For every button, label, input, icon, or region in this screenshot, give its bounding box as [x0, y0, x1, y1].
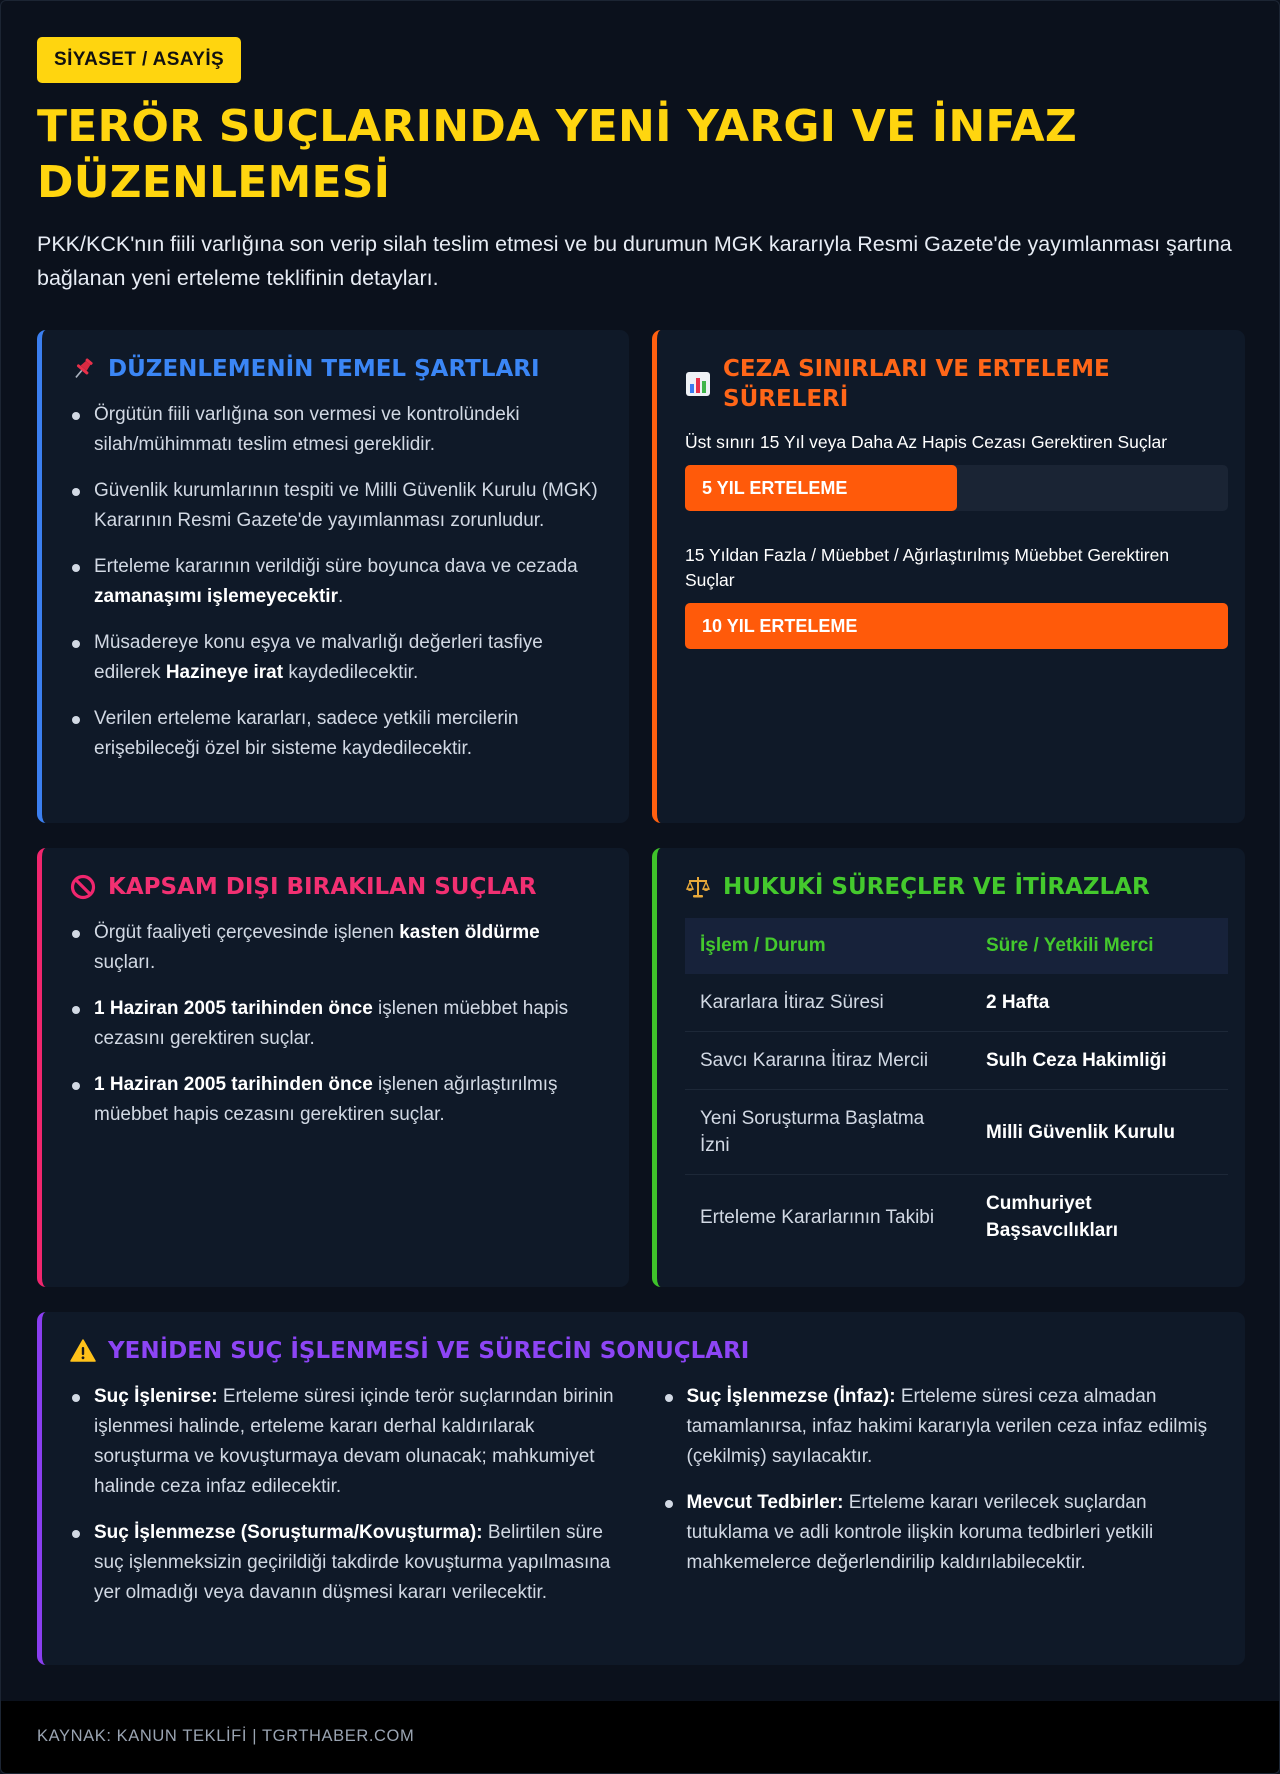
page-subtitle: PKK/KCK'nın fiili varlığına son verip silah teslim etmesi ve bu durumun MGK kararıyla Resmi Gazete'de yayımlanması şartına bağlanan yeni erteleme teklifinin detayları.	[37, 232, 1232, 290]
item-text: Erteleme süresi içinde terör suçlarından birinin işlenmesi halinde, erteleme kararı derhal kaldırılarak soruşturma ve kovuşturmaya devam olunacak; mahkumiyet halinde ceza infaz edilecektir.	[94, 1386, 614, 1497]
bar-chart-icon	[685, 371, 711, 397]
penalties-title-text: CEZA SINIRLARI VE ERTELEME SÜRELERİ	[723, 356, 1110, 412]
emphasis-text: 1 Haziran 2005 tarihinden önce	[94, 998, 373, 1019]
list-item	[70, 704, 599, 764]
list-item	[70, 400, 599, 460]
emphasis-text: Suç İşlenmezse (Soruşturma/Kovuşturma):	[94, 1522, 483, 1543]
warning-icon	[70, 1338, 96, 1364]
emphasis-text: kasten öldürme	[399, 922, 540, 943]
prohibited-icon	[70, 874, 96, 900]
excluded-list	[70, 918, 599, 1130]
conditions-card-title	[70, 354, 599, 384]
consequences-columns	[70, 1382, 1215, 1624]
emphasis-text: Mevcut Tedbirler:	[686, 1492, 844, 1513]
legal-table-header	[685, 918, 1228, 974]
excluded-card-title	[70, 872, 599, 902]
consequences-title-text: YENİDEN SUÇ İŞLENMESİ VE SÜRECİN SONUÇLARI	[108, 1338, 750, 1364]
penalties-card	[652, 330, 1245, 823]
penalty-bar-fill: 10 YIL ERTELEME	[685, 603, 1228, 649]
item-text: Müsadereye konu eşya ve malvarlığı değerleri tasfiye edilerek	[94, 632, 543, 683]
table-cell: Yeni Soruşturma Başlatma İzni	[685, 1090, 971, 1175]
list-item	[70, 552, 599, 612]
item-text: işlenen ağırlaştırılmış müebbet hapis cezasını gerektiren suçlar.	[94, 1074, 558, 1125]
list-item	[70, 918, 599, 978]
pushpin-icon	[70, 356, 96, 382]
item-text: Örgütün fiili varlığına son vermesi ve kontrolündeki silah/mühimmatı teslim etmesi gereklidir.	[94, 404, 520, 455]
page-title: TERÖR SUÇLARINDA YENİ YARGI VE İNFAZ DÜZENLEMESİ	[37, 101, 1077, 208]
item-text: Erteleme süresi ceza almadan tamamlanırsa, infaz hakimi kararıyla verilen ceza infaz edilmiş (çekilmiş) sayılacaktır.	[686, 1386, 1208, 1467]
table-row	[685, 1175, 1228, 1260]
table-cell: 2 Hafta	[971, 974, 1228, 1032]
item-text: Belirtilen süre suç işlenmeksizin geçirildiği takdirde kovuşturma yapılmasına yer olmadığı veya davanın düşmesi kararı verilecektir.	[94, 1522, 611, 1603]
emphasis-text: Suç İşlenmezse (İnfaz):	[686, 1386, 896, 1407]
emphasis-text: 1 Haziran 2005 tarihinden önce	[94, 1074, 373, 1095]
item-text: .	[338, 586, 344, 607]
conditions-list	[70, 400, 599, 764]
penalty-range-1	[685, 430, 1215, 511]
legal-card	[652, 848, 1245, 1287]
footer	[1, 1701, 1280, 1774]
item-text: suçları.	[94, 952, 156, 973]
item-text: Verilen erteleme kararları, sadece yetkili mercilerin erişebileceği özel bir sisteme kaydedilecektir.	[94, 708, 519, 759]
legal-title-text: HUKUKİ SÜREÇLER VE İTİRAZLAR	[723, 874, 1150, 900]
consequences-list-left	[70, 1382, 623, 1624]
penalty-bar-fill: 5 YIL ERTELEME	[685, 465, 957, 511]
column-header: Süre / Yetkili Merci	[971, 918, 1228, 974]
penalty-range-2	[685, 543, 1215, 649]
item-text: kaydedilecektir.	[283, 662, 419, 683]
list-item	[663, 1382, 1216, 1472]
list-item	[663, 1488, 1216, 1578]
table-cell: Savcı Kararına İtiraz Mercii	[685, 1032, 971, 1090]
conditions-title-text: DÜZENLEMENİN TEMEL ŞARTLARI	[108, 356, 540, 382]
penalties-card-title	[685, 354, 1215, 414]
list-item	[70, 628, 599, 688]
table-cell: Milli Güvenlik Kurulu	[971, 1090, 1228, 1175]
table-cell: Erteleme Kararlarının Takibi	[700, 1206, 935, 1228]
legal-table	[685, 918, 1228, 1259]
scales-icon	[685, 874, 711, 900]
list-item	[70, 476, 599, 536]
penalty-range-label: Üst sınırı 15 Yıl veya Daha Az Hapis Cezası Gerektiren Suçlar	[685, 432, 1168, 452]
consequences-card-title	[70, 1336, 1215, 1366]
item-text: Güvenlik kurumlarının tespiti ve Milli Güvenlik Kurulu (MGK) Kararının Resmi Gazete'de yayımlanması zorunludur.	[94, 480, 598, 531]
item-text: Örgüt faaliyeti çerçevesinde işlenen	[94, 922, 400, 943]
item-text: Erteleme kararının verildiği süre boyunca dava ve cezada	[94, 556, 578, 577]
list-item	[70, 1518, 623, 1608]
excluded-card	[37, 848, 629, 1287]
item-text: Erteleme kararı verilecek suçlardan tutuklama ve adli kontrole ilişkin koruma tedbirleri yetkili mahkemelerce değerlendirilip kaldırılabilecektir.	[686, 1492, 1154, 1573]
list-item	[70, 1070, 599, 1130]
item-text: işlenen müebbet hapis cezasını gerektiren suçlar.	[94, 998, 569, 1049]
table-cell: Kararlara İtiraz Süresi	[685, 974, 971, 1032]
list-item	[70, 994, 599, 1054]
penalty-bar-track	[685, 603, 1228, 649]
penalty-range-label: 15 Yıldan Fazla / Müebbet / Ağırlaştırılmış Müebbet Gerektiren Suçlar	[685, 545, 1170, 590]
table-cell: Sulh Ceza Hakimliği	[971, 1032, 1228, 1090]
legal-card-title	[685, 872, 1215, 902]
conditions-card	[37, 330, 629, 823]
table-row	[685, 1032, 1228, 1090]
consequences-list-right	[663, 1382, 1216, 1624]
table-row	[685, 974, 1228, 1032]
list-item	[70, 1382, 623, 1502]
consequences-card	[37, 1312, 1245, 1665]
column-header: İşlem / Durum	[685, 918, 971, 974]
table-cell: Cumhuriyet Başsavcılıkları	[986, 1193, 1119, 1241]
table-row	[685, 1090, 1228, 1175]
penalty-bar-track	[685, 465, 1228, 511]
source-credit: KAYNAK: KANUN TEKLİFİ | TGRTHABER.COM	[37, 1727, 415, 1745]
emphasis-text: zamanaşımı işlemeyecektir	[94, 586, 338, 607]
emphasis-text: Suç İşlenirse:	[94, 1386, 218, 1407]
category-badge: SİYASET / ASAYİŞ	[37, 37, 241, 83]
excluded-title-text: KAPSAM DIŞI BIRAKILAN SUÇLAR	[108, 874, 537, 900]
emphasis-text: Hazineye irat	[165, 662, 284, 683]
